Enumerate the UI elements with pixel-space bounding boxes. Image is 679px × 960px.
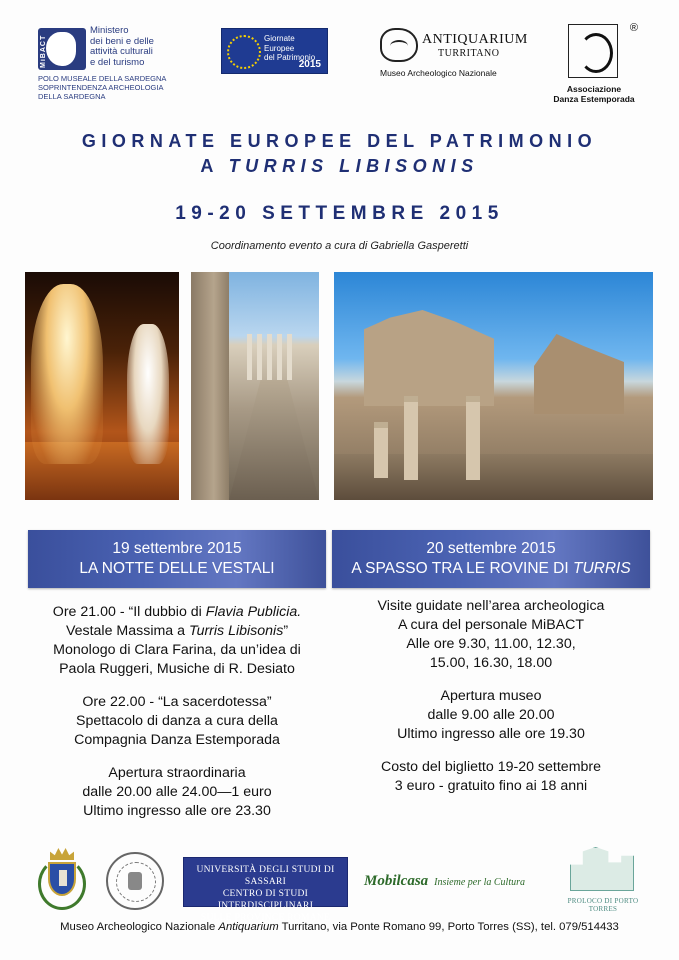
eu-stars-icon [227, 35, 261, 69]
classical-head-icon [380, 28, 418, 62]
event-opening: Apertura straordinaria dalle 20.00 alle 24.00—1 euro Ultimo ingresso alle ore 23.30 [82, 765, 272, 819]
danza-estemporada-logo: ® Associazione Danza Estemporada [553, 22, 638, 104]
footer-address: Museo Archeologico Nazionale Antiquarium Turritano, via Ponte Romano 99, Porto Torres (SS), tel. 079/514433 [60, 921, 619, 933]
mibact-name: Ministero dei beni e delle attività culturali e del turismo [90, 25, 154, 68]
day1-program [28, 603, 326, 821]
event-guided-visits: Visite guidate nell’area archeologica A cura del personale MiBACT Alle ore 9.30, 11.00, 12.30, 15.00, 16.30, 18.00 [377, 598, 605, 671]
coordination-note: Coordinamento evento a cura di Gabriella Gasperetti [210, 240, 469, 252]
event-dance: Ore 22.00 - “La sacerdotessa” Spettacolo di danza a cura della Compagnia Danza Estemporada [74, 694, 280, 748]
university-logo: UNIVERSITÀ DEGLI STUDI DI SASSARI CENTRO DI STUDI INTERDISCIPLINARI SULLE PROVINCE ROMANE [183, 857, 348, 907]
mibact-subtitle: POLO MUSEALE DELLA SARDEGNA SOPRINTENDENZA ARCHEOLOGIA DELLA SARDEGNA [38, 74, 167, 101]
day2-header: 20 settembre 2015 A SPASSO TRA LE ROVINE DI TURRIS [332, 530, 650, 588]
ticket-info: Costo del biglietto 19-20 settembre 3 euro - gratuito fino ai 18 anni [380, 759, 602, 794]
porto-torres-crest-icon [38, 848, 86, 914]
mobilcasa-logo: Mobilcasa Insieme per la Cultura [364, 873, 525, 889]
vestal-performance-photo [25, 272, 179, 500]
mibact-emblem-icon: MiBACT [38, 28, 86, 70]
day2-program [332, 597, 650, 796]
event-museum-opening: Apertura museo dalle 9.00 alle 20.00 Ultimo ingresso alle ore 19.30 [397, 688, 585, 742]
event-monologue: Ore 21.00 - “Il dubbio di Flavia Publicia. Vestale Massima a Turris Libisonis” Monologo di Clara Farina, da un’idea di Paola Ruggeri, Musiche di R. Desiato [52, 604, 302, 677]
church-icon [570, 847, 634, 891]
roman-road-photo [191, 272, 319, 500]
proloco-logo: PROLOCO DI PORTO TORRES [562, 847, 644, 911]
event-dates: 19-20 SETTEMBRE 2015 [175, 203, 504, 224]
ruins-photo [334, 272, 653, 500]
dancer-mark-icon [568, 24, 618, 78]
page-title-line2: A TURRIS LIBISONIS [200, 156, 479, 176]
antiquarium-logo: ANTIQUARIUM TURRITANO Museo Archeologico Nazionale [380, 28, 514, 78]
university-seal-icon [106, 852, 164, 910]
eu-heritage-days-logo: Giornate Europee del Patrimonio 2015 [221, 28, 328, 74]
page-title: GIORNATE EUROPEE DEL PATRIMONIO [81, 131, 598, 151]
day1-header: 19 settembre 2015 LA NOTTE DELLE VESTALI [28, 530, 326, 588]
mibact-logo [38, 26, 188, 106]
